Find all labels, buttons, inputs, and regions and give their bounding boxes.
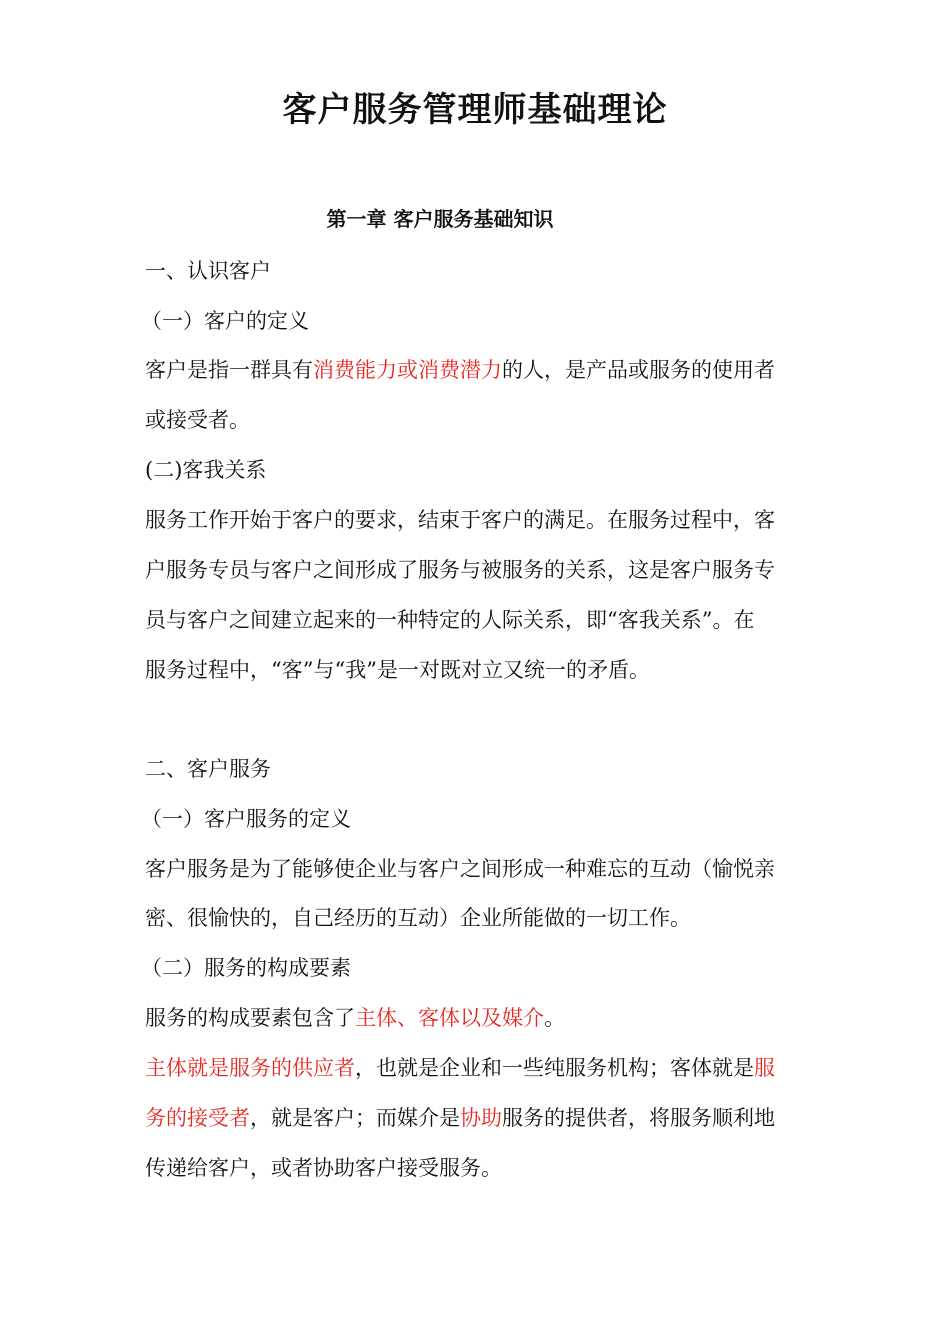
paragraph-line-relationship-1: 服务工作开始于客户的要求，结束于客户的满足。在服务过程中，客	[145, 508, 775, 532]
highlight-text: 主体就是	[145, 1056, 229, 1080]
paragraph-line-elements-2	[145, 1053, 775, 1083]
paragraph-line-elements-1	[145, 1003, 565, 1033]
paragraph-line-relationship-3: 员与客户之间建立起来的一种特定的人际关系，即“客我关系”。在	[145, 608, 755, 632]
text-span: ，就是客户；而媒介是	[250, 1106, 460, 1130]
paragraph-line-relationship-4: 服务过程中，“客”与“我”是一对既对立又统一的矛盾。	[145, 658, 650, 682]
subheading-service-elements: （二）服务的构成要素	[141, 956, 351, 980]
document-title: 客户服务管理师基础理论	[282, 90, 668, 130]
chapter-title: 第一章 客户服务基础知识	[326, 207, 554, 231]
text-span: 服务的提供者，将服务顺利地	[502, 1106, 775, 1130]
text-span: 服务的构成要素包含了	[145, 1006, 355, 1030]
text-span: 客户是指一群具有	[145, 358, 313, 382]
highlight-text: 消费能力或消费潜力	[313, 358, 502, 382]
paragraph-line-elements-3	[145, 1103, 775, 1133]
section-heading-customer-service: 二、客户服务	[145, 757, 271, 781]
highlight-text: 服	[754, 1056, 775, 1080]
paragraph-line-relationship-2: 户服务专员与客户之间形成了服务与被服务的关系，这是客户服务专	[145, 558, 775, 582]
highlight-text: 主体、客体以及媒介	[355, 1006, 544, 1030]
section-heading-know-customer: 一、认识客户	[145, 259, 271, 283]
subheading-customer-relationship: (二)客我关系	[145, 458, 267, 482]
text-span: 。	[544, 1006, 565, 1030]
highlight-text: 务的接受者	[145, 1106, 250, 1130]
highlight-text: 协助	[460, 1106, 502, 1130]
paragraph-line-customer-definition-1	[145, 355, 775, 385]
paragraph-line-service-definition-2: 密、很愉快的，自己经历的互动）企业所能做的一切工作。	[145, 906, 691, 930]
highlight-text: 服务的供应者	[229, 1056, 355, 1080]
paragraph-line-elements-4: 传递给客户，或者协助客户接受服务。	[145, 1156, 502, 1180]
subheading-customer-definition: （一）客户的定义	[141, 309, 309, 333]
paragraph-line-customer-definition-2: 或接受者。	[145, 408, 250, 432]
text-span: 的人，是产品或服务的使用者	[502, 358, 775, 382]
subheading-service-definition: （一）客户服务的定义	[141, 807, 351, 831]
text-span: ，也就是企业和一些纯服务机构；客体就是	[355, 1056, 754, 1080]
paragraph-line-service-definition-1: 客户服务是为了能够使企业与客户之间形成一种难忘的互动（愉悦亲	[145, 857, 775, 881]
